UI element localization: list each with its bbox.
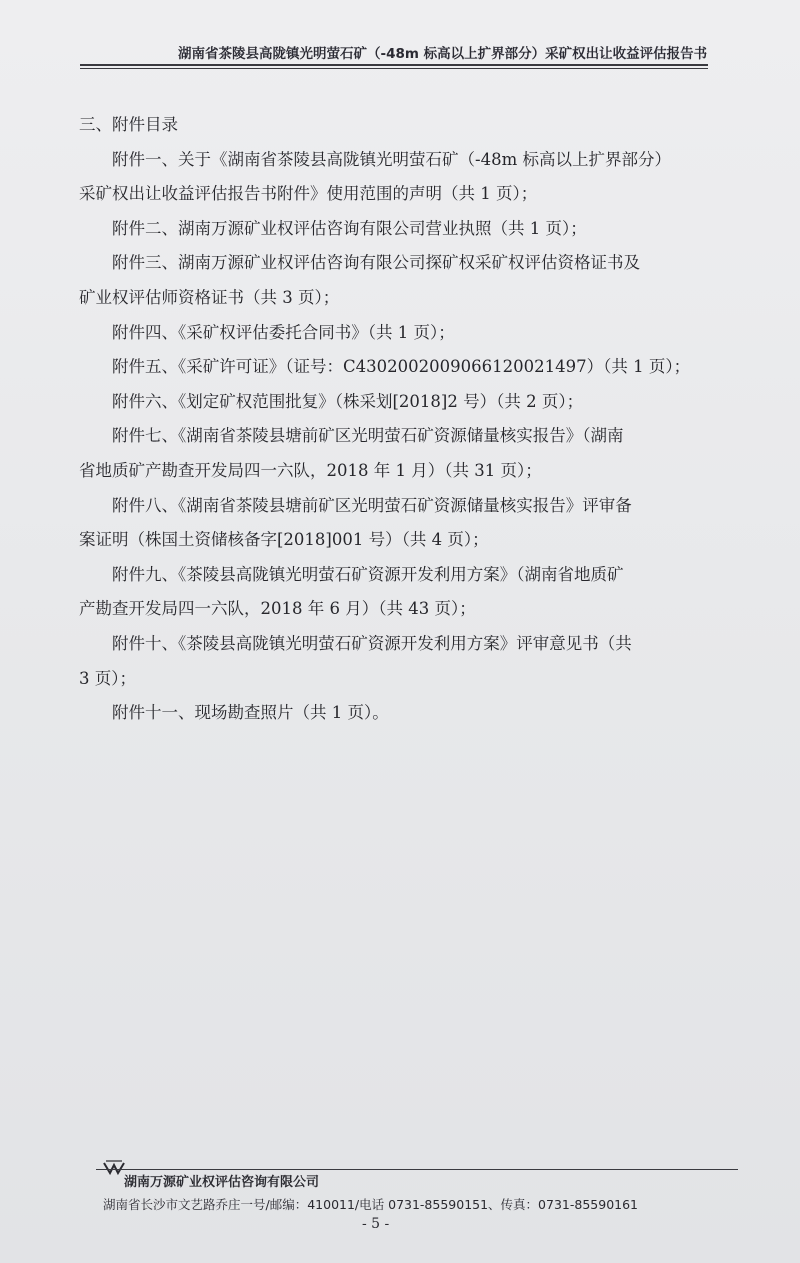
company-logo-icon	[103, 1160, 125, 1176]
attachment-line: 矿业权评估师资格证书（共 3 页）；	[79, 287, 340, 307]
attachment-line: 省地质矿产勘查开发局四一六队，2018 年 1 月）（共 31 页）；	[79, 460, 542, 480]
header-rule-thin	[80, 68, 708, 69]
attachment-line: 附件二、湖南万源矿业权评估咨询有限公司营业执照（共 1 页）；	[112, 218, 587, 238]
attachment-line: 附件一、关于《湖南省茶陵县高陇镇光明萤石矿（-48m 标高以上扩界部分）	[112, 149, 671, 169]
attachment-line: 附件五、《采矿许可证》（证号：C4302002009066120021497）（共 1 页）；	[112, 357, 691, 377]
attachment-line: 附件九、《茶陵县高陇镇光明萤石矿资源开发利用方案》（湖南省地质矿	[112, 564, 624, 584]
attachment-line: 附件十一、现场勘查照片（共 1 页）。	[112, 703, 389, 723]
section-heading: 三、附件目录	[79, 115, 178, 134]
attachment-line: 附件六、《划定矿权范围批复》（株采划[2018]2 号）（共 2 页）；	[112, 391, 584, 411]
attachment-line: 附件四、《采矿权评估委托合同书》（共 1 页）；	[112, 322, 455, 342]
footer-address: 湖南省长沙市文艺路乔庄一号/邮编：410011/电话 0731-85590151、传真：0731-85590161	[103, 1197, 639, 1212]
footer-company-name: 湖南万源矿业权评估咨询有限公司	[124, 1175, 320, 1190]
footer-rule	[96, 1169, 738, 1170]
attachment-line: 附件三、湖南万源矿业权评估咨询有限公司探矿权采矿权评估资格证书及	[112, 253, 640, 273]
attachment-line: 附件十、《茶陵县高陇镇光明萤石矿资源开发利用方案》评审意见书（共	[112, 633, 632, 653]
running-header: 湖南省茶陵县高陇镇光明萤石矿（-48m 标高以上扩界部分）采矿权出让收益评估报告书	[178, 46, 708, 62]
attachment-line: 案证明（株国土资储核备字[2018]001 号）（共 4 页）；	[79, 530, 489, 550]
attachment-list	[79, 108, 719, 731]
attachment-line: 附件七、《湖南省茶陵县塘前矿区光明萤石矿资源储量核实报告》（湖南	[112, 426, 624, 446]
header-rule	[80, 64, 708, 66]
attachment-line: 产勘查开发局四一六队，2018 年 6 月）（共 43 页）；	[79, 599, 476, 619]
attachment-line: 附件八、《湖南省茶陵县塘前矿区光明萤石矿资源储量核实报告》评审备	[112, 495, 632, 515]
page-number: - 5 -	[362, 1216, 390, 1232]
attachment-line: 采矿权出让收益评估报告书附件》使用范围的声明（共 1 页）；	[79, 184, 538, 204]
attachment-line: 3 页）；	[79, 668, 136, 688]
